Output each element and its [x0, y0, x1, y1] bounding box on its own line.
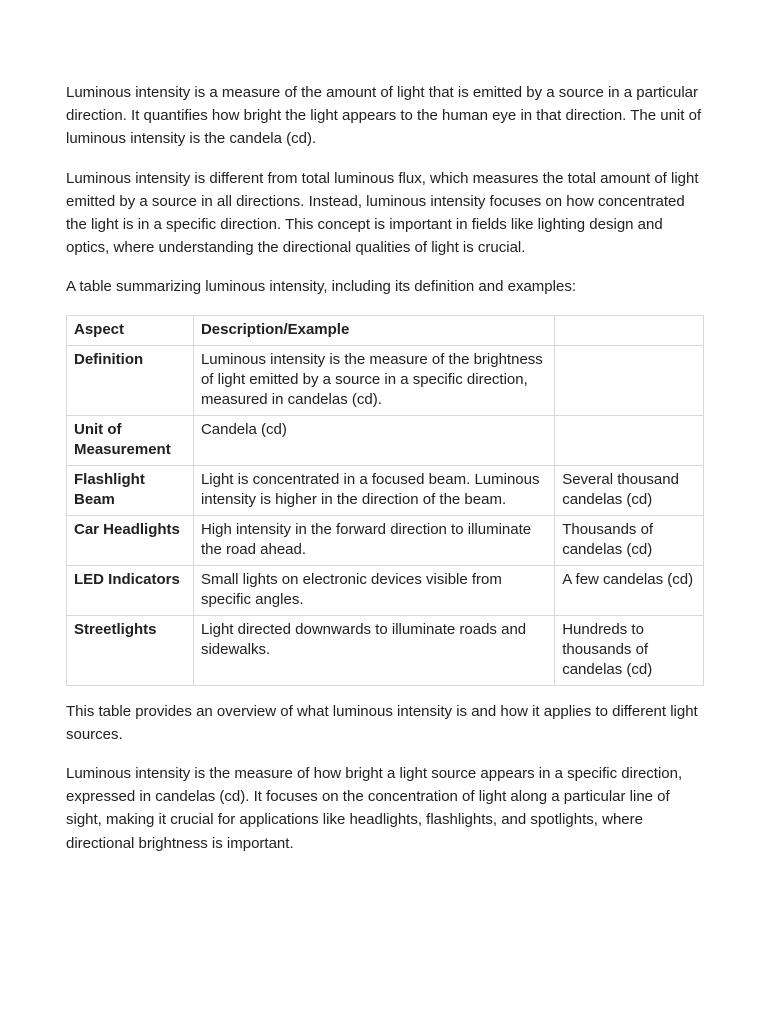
value-cell: Thousands of candelas (cd)	[555, 515, 704, 565]
table-row	[67, 515, 704, 565]
value-cell: Several thousand candelas (cd)	[555, 465, 704, 515]
description-cell: Candela (cd)	[193, 415, 554, 465]
aspect-cell: Definition	[67, 345, 194, 415]
aspect-cell: LED Indicators	[67, 565, 194, 615]
header-description: Description/Example	[193, 315, 554, 345]
summary-table	[66, 315, 704, 686]
description-cell: Light directed downwards to illuminate roads and sidewalks.	[193, 615, 554, 685]
table-row	[67, 465, 704, 515]
table-row	[67, 565, 704, 615]
value-cell	[555, 415, 704, 465]
description-cell: Light is concentrated in a focused beam. Luminous intensity is higher in the direction of the beam.	[193, 465, 554, 515]
table-row	[67, 415, 704, 465]
comparison-paragraph: Luminous intensity is different from total luminous flux, which measures the total amount of light emitted by a source in all directions. Instead, luminous intensity focuses on how concentrated the light is in a specific direction. This concept is important in fields like lighting design and optics, where understanding the directional qualities of light is crucial.	[66, 169, 699, 257]
description-cell: Small lights on electronic devices visible from specific angles.	[193, 565, 554, 615]
description-cell: Luminous intensity is the measure of the brightness of light emitted by a source in a specific direction, measured in candelas (cd).	[193, 345, 554, 415]
aspect-cell: Unit of Measurement	[67, 415, 194, 465]
value-cell	[555, 345, 704, 415]
table-row	[67, 345, 704, 415]
value-cell: Hundreds to thousands of candelas (cd)	[555, 615, 704, 685]
table-intro-paragraph: A table summarizing luminous intensity, including its definition and examples:	[66, 278, 576, 296]
aspect-cell: Car Headlights	[67, 515, 194, 565]
table-row	[67, 615, 704, 685]
aspect-cell: Flashlight Beam	[67, 465, 194, 515]
value-cell: A few candelas (cd)	[555, 565, 704, 615]
overview-paragraph: This table provides an overview of what luminous intensity is and how it applies to different light sources.	[66, 702, 698, 743]
header-extra	[555, 315, 704, 345]
summary-paragraph: Luminous intensity is the measure of how bright a light source appears in a specific direction, expressed in candelas (cd). It focuses on the concentration of light along a particular line of sight, making it crucial for applications like headlights, flashlights, and spotlights, where directional brightness is important.	[66, 765, 683, 852]
aspect-cell: Streetlights	[67, 615, 194, 685]
table-header-row	[67, 315, 704, 345]
description-cell: High intensity in the forward direction to illuminate the road ahead.	[193, 515, 554, 565]
header-aspect: Aspect	[67, 315, 194, 345]
intro-paragraph: Luminous intensity is a measure of the amount of light that is emitted by a source in a particular direction. It quantifies how bright the light appears to the human eye in that direction. The unit of luminous intensity is the candela (cd).	[66, 84, 702, 148]
